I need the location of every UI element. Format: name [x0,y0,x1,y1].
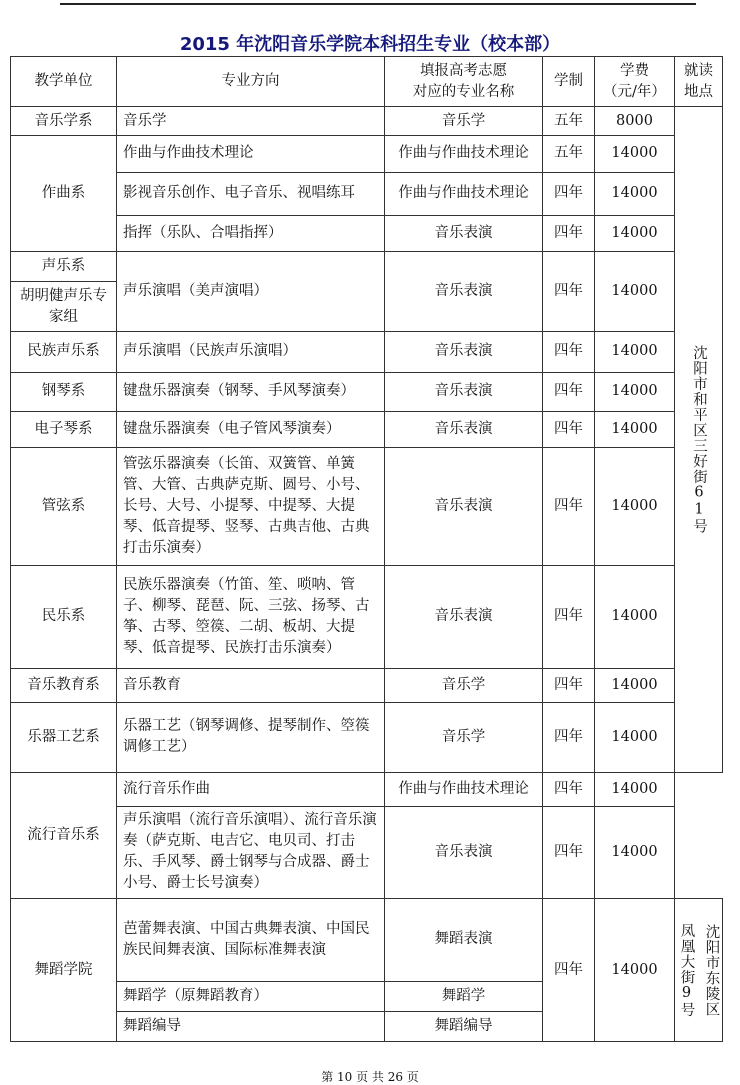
direction-cell: 影视音乐创作、电子音乐、视唱练耳 [117,172,385,215]
major-cell: 音乐表演 [385,251,543,331]
major-cell: 舞蹈学 [385,981,543,1011]
major-cell: 作曲与作曲技术理论 [385,172,543,215]
unit-cell: 音乐学系 [11,107,117,136]
major-cell: 音乐表演 [385,332,543,372]
table-row [11,172,723,215]
unit-cell: 声乐系 [11,251,117,281]
fee-cell: 14000 [595,251,675,331]
unit-cell: 管弦系 [11,447,117,565]
years-cell: 四年 [543,332,595,372]
years-cell: 四年 [543,251,595,331]
fee-cell: 14000 [595,172,675,215]
page-footer: 第 10 页 共 26 页 [321,1070,419,1084]
direction-cell: 流行音乐作曲 [117,772,385,806]
direction-cell: 管弦乐器演奏（长笛、双簧管、单簧管、大管、古典萨克斯、圆号、小号、长号、大号、小提琴、中提琴、大提琴、低音提琴、竖琴、古典吉他、古典打击乐演奏） [117,447,385,565]
major-cell: 音乐学 [385,703,543,772]
fee-cell: 14000 [595,772,675,806]
direction-cell: 声乐演唱（民族声乐演唱） [117,332,385,372]
table-row [11,215,723,251]
years-cell: 四年 [543,372,595,411]
top-rule [60,3,696,5]
direction-cell: 声乐演唱（流行音乐演唱）、流行音乐演奏（萨克斯、电吉它、电贝司、打击乐、手风琴、爵士钢琴与合成器、爵士小号、爵士长号演奏） [117,806,385,898]
direction-cell: 民族乐器演奏（竹笛、笙、唢呐、管子、柳琴、琵琶、阮、三弦、扬琴、古筝、古琴、箜篌、二胡、板胡、大提琴、低音提琴、民族打击乐演奏） [117,565,385,669]
table-row [11,332,723,372]
unit-cell: 舞蹈学院 [11,899,117,1042]
major-cell: 舞蹈表演 [385,899,543,981]
unit-cell: 音乐教育系 [11,669,117,703]
major-cell: 舞蹈编导 [385,1011,543,1041]
table-row [11,107,723,136]
direction-cell: 舞蹈编导 [117,1011,385,1041]
years-cell: 四年 [543,447,595,565]
page-title: 2015 年沈阳音乐学院本科招生专业（校本部） [179,34,561,55]
years-cell: 四年 [543,411,595,447]
location-dance-cell [675,899,723,1042]
major-cell: 音乐表演 [385,806,543,898]
direction-cell: 音乐教育 [117,669,385,703]
table-row [11,136,723,172]
years-cell: 四年 [543,565,595,669]
major-cell: 音乐表演 [385,565,543,669]
major-cell: 音乐学 [385,669,543,703]
direction-cell: 键盘乐器演奏（钢琴、手风琴演奏） [117,372,385,411]
table-row [11,447,723,565]
major-cell: 音乐表演 [385,215,543,251]
header-direction: 专业方向 [117,57,385,107]
major-cell: 作曲与作曲技术理论 [385,136,543,172]
unit-cell: 民族声乐系 [11,332,117,372]
fee-cell: 14000 [595,447,675,565]
fee-cell: 14000 [595,703,675,772]
fee-cell: 14000 [595,806,675,898]
major-cell: 音乐表演 [385,447,543,565]
major-cell: 音乐表演 [385,411,543,447]
direction-cell: 乐器工艺（钢琴调修、提琴制作、箜篌调修工艺） [117,703,385,772]
admissions-table [10,56,723,1042]
unit-cell: 胡明健声乐专家组 [11,282,117,332]
header-years: 学制 [543,57,595,107]
direction-cell: 指挥（乐队、合唱指挥） [117,215,385,251]
years-cell: 四年 [543,772,595,806]
unit-cell: 流行音乐系 [11,772,117,899]
years-cell: 四年 [543,703,595,772]
major-cell: 音乐学 [385,107,543,136]
unit-cell: 钢琴系 [11,372,117,411]
fee-cell: 14000 [595,136,675,172]
table-row [11,703,723,772]
years-cell: 五年 [543,107,595,136]
fee-cell: 14000 [595,669,675,703]
header-location: 就读 地点 [675,57,723,107]
direction-cell: 声乐演唱（美声演唱） [117,251,385,331]
fee-cell: 14000 [595,372,675,411]
table-row [11,565,723,669]
table-header-row [11,57,723,107]
major-cell: 作曲与作曲技术理论 [385,772,543,806]
table-row [11,669,723,703]
header-fee: 学费 （元/年） [595,57,675,107]
fee-cell: 14000 [595,411,675,447]
location-main-text: 沈阳市和平区三好街61号 [691,344,707,534]
table-row [11,411,723,447]
location-main-cell [675,107,723,772]
direction-cell: 舞蹈学（原舞蹈教育） [117,981,385,1011]
fee-cell: 8000 [595,107,675,136]
fee-cell: 14000 [595,215,675,251]
location-dance-text: 沈阳市东陵区 凤凰大街9号 [678,922,720,1018]
years-cell: 四年 [543,172,595,215]
header-major: 填报高考志愿 对应的专业名称 [385,57,543,107]
years-cell: 四年 [543,669,595,703]
direction-cell: 芭蕾舞表演、中国古典舞表演、中国民族民间舞表演、国际标准舞表演 [117,899,385,981]
fee-cell: 14000 [595,899,675,1042]
unit-cell: 电子琴系 [11,411,117,447]
table-row [11,372,723,411]
table-row [11,772,723,806]
unit-cell: 民乐系 [11,565,117,669]
years-cell: 四年 [543,215,595,251]
table-row [11,899,723,981]
major-cell: 音乐表演 [385,372,543,411]
years-cell: 四年 [543,899,595,1042]
table-row [11,251,723,281]
unit-cell: 乐器工艺系 [11,703,117,772]
table-row [11,806,723,898]
direction-cell: 音乐学 [117,107,385,136]
years-cell: 五年 [543,136,595,172]
years-cell: 四年 [543,806,595,898]
header-unit: 教学单位 [11,57,117,107]
unit-cell: 作曲系 [11,136,117,252]
direction-cell: 作曲与作曲技术理论 [117,136,385,172]
fee-cell: 14000 [595,332,675,372]
fee-cell: 14000 [595,565,675,669]
direction-cell: 键盘乐器演奏（电子管风琴演奏） [117,411,385,447]
